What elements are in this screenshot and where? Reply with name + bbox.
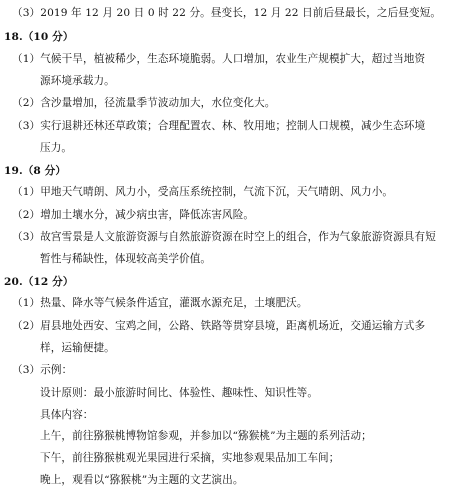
question-18-heading: 18.（10 分） (4, 30, 74, 43)
design-principles: 设计原则：最小旅游时间比、体验性、趣味性、知识性等。 (40, 386, 319, 399)
afternoon-plan: 下午，前往猕猴桃观光果园进行采摘，实地参观果品加工车间； (40, 452, 340, 465)
answer-19-1: （1）甲地天气晴朗、风力小，受高压系统控制，气流下沉，天气晴朗、风力小。 (12, 186, 394, 199)
answer-19-3-line-1: （3）故宫雪景是人文旅游资源与自然旅游资源在时空上的组合，作为气象旅游资源具有短 (12, 230, 436, 243)
question-20-heading: 20.（12 分） (4, 275, 74, 288)
answer-18-3-line-1: （3）实行退耕还林还草政策；合理配置农、林、牧用地；控制人口规模，减少生态环境 (12, 119, 426, 132)
evening-plan: 晚上，观看以“猕猴桃”为主题的文艺演出。 (40, 474, 244, 486)
question-19-heading: 19.（8 分） (4, 164, 67, 177)
specific-content-label: 具体内容： (40, 408, 94, 421)
morning-plan: 上午，前往猕猴桃博物馆参观，并参加以“猕猴桃”为主题的系列活动； (40, 430, 372, 443)
answer-19-3-line-2: 暂性与稀缺性，体现较高美学价值。 (40, 252, 212, 265)
answer-20-2-line-2: 样，运输便捷。 (40, 342, 115, 354)
answer-18-1-line-2: 源环境承载力。 (40, 75, 115, 88)
answer-20-2-line-1: （2）眉县地处西安、宝鸡之间，公路、铁路等贯穿县境，距离机场近，交通运输方式多 (12, 320, 426, 333)
answer-20-3-heading: （3）示例： (12, 363, 73, 376)
answer-17-3: （3）2019 年 12 月 20 日 0 时 22 分。昼变长，12 月 22 日前后昼最长，之后昼变短。 (12, 7, 442, 19)
answer-19-2: （2）增加土壤水分，减少病虫害，降低冻害风险。 (12, 209, 255, 222)
answer-20-1: （1）热量、降水等气候条件适宜，灌溉水源充足，土壤肥沃。 (12, 297, 308, 310)
answer-18-2: （2）含沙量增加，径流量季节波动加大，水位变化大。 (12, 97, 276, 110)
answer-18-1-line-1: （1）气候干旱，植被稀少，生态环境脆弱。人口增加，农业生产规模扩大，超过当地资 (12, 53, 426, 66)
answer-18-3-line-2: 压力。 (40, 141, 73, 154)
